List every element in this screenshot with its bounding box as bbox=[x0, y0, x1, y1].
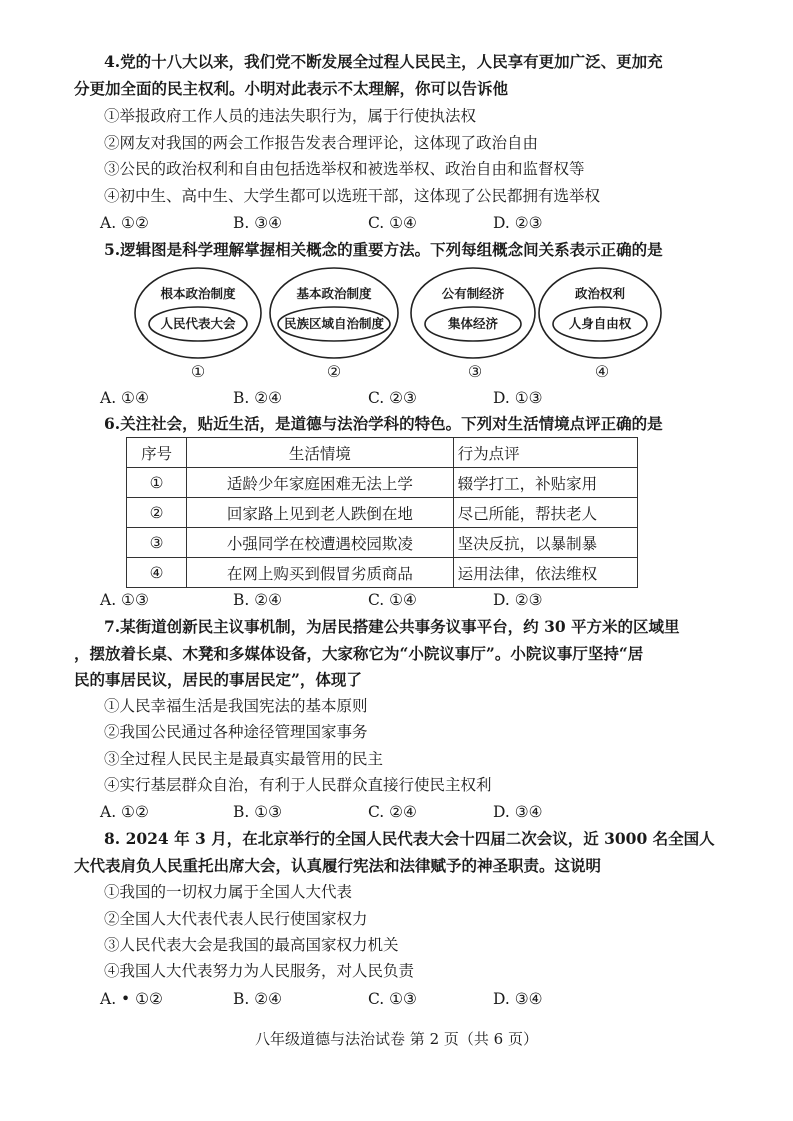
q7-item-3: ③全过程人民民主是最真实最管用的民主 bbox=[104, 750, 384, 768]
q4-option-b: B. ③④ bbox=[233, 214, 283, 232]
table-cell-number: ③ bbox=[127, 528, 187, 558]
q7-stem-line3: 民的事居民议，居民的事居民定”，体现了 bbox=[74, 670, 362, 689]
q5-diagram-2-number: ② bbox=[326, 362, 342, 381]
q5-diagram-3-number: ③ bbox=[467, 362, 483, 381]
q5-option-b: B. ②④ bbox=[233, 389, 283, 407]
q5-diagram-4-inner-label: 人身自由权 bbox=[568, 316, 632, 331]
q5-options bbox=[100, 388, 700, 408]
table-header-number: 序号 bbox=[127, 438, 187, 468]
q5-option-a: A. ①④ bbox=[100, 389, 149, 407]
q5-diagram-3-outer-label: 公有制经济 bbox=[441, 286, 505, 301]
q4-item-1: ①举报政府工作人员的违法失职行为，属于行使执法权 bbox=[104, 107, 477, 125]
table-cell-scenario: 适龄少年家庭困难无法上学 bbox=[187, 468, 453, 498]
q6-option-d: D. ②③ bbox=[493, 591, 543, 609]
q8-item-1: ①我国的一切权力属于全国人大代表 bbox=[104, 883, 353, 901]
q7-option-d: D. ③④ bbox=[493, 803, 543, 821]
q6-option-c: C. ①④ bbox=[368, 591, 417, 609]
q4-option-a: A. ①② bbox=[100, 214, 149, 232]
q7-item-1: ①人民幸福生活是我国宪法的基本原则 bbox=[104, 697, 368, 715]
q8-stem-line2: 大代表肩负人民重托出席大会，认真履行宪法和法律赋予的神圣职责。这说明 bbox=[74, 856, 602, 875]
q5-diagram-2-outer-ellipse bbox=[270, 268, 398, 358]
table-cell-comment: 运用法律，依法维权 bbox=[453, 558, 637, 588]
q5-diagram-1-outer-label: 根本政治制度 bbox=[160, 286, 236, 301]
table-cell-comment: 辍学打工，补贴家用 bbox=[453, 468, 637, 498]
q4-item-2: ②网友对我国的两会工作报告发表合理评论，这体现了政治自由 bbox=[104, 134, 539, 152]
table-cell-scenario: 小强同学在校遭遇校园欺凌 bbox=[187, 528, 453, 558]
q6-option-b: B. ②④ bbox=[233, 591, 283, 609]
q5-diagram-2-inner-ellipse bbox=[278, 307, 390, 341]
table-cell-number: ② bbox=[127, 498, 187, 528]
table-cell-comment: 尽己所能，帮扶老人 bbox=[453, 498, 637, 528]
q8-option-b: B. ②④ bbox=[233, 990, 283, 1008]
q7-stem-line1: 7.某街道创新民主议事机制，为居民搭建公共事务议事平台，约 30 平方米的区域里 bbox=[104, 617, 680, 636]
q4-item-4: ④初中生、高中生、大学生都可以选班干部，这体现了公民都拥有选举权 bbox=[104, 187, 601, 205]
q7-option-c: C. ②④ bbox=[368, 803, 417, 821]
table-cell-scenario: 在网上购买到假冒劣质商品 bbox=[187, 558, 453, 588]
q5-diagram-2-inner-label: 民族区域自治制度 bbox=[283, 316, 385, 331]
table-row bbox=[127, 468, 638, 498]
q5-diagram-1-number: ① bbox=[190, 362, 206, 381]
q8-item-2: ②全国人大代表代表人民行使国家权力 bbox=[104, 910, 368, 928]
q5-diagram-1-inner-label: 人民代表大会 bbox=[160, 316, 236, 331]
page-footer: 八年级道德与法治试卷 第 2 页（共 6 页） bbox=[255, 1030, 538, 1048]
q6-scenario-table bbox=[126, 437, 638, 588]
q8-item-4: ④我国人大代表努力为人民服务，对人民负责 bbox=[104, 962, 415, 980]
q8-option-c: C. ①③ bbox=[368, 990, 417, 1008]
q7-item-2: ②我国公民通过各种途径管理国家事务 bbox=[104, 723, 368, 741]
q5-option-d: D. ①③ bbox=[493, 389, 543, 407]
table-cell-scenario: 回家路上见到老人跌倒在地 bbox=[187, 498, 453, 528]
q8-option-a: A. • ①② bbox=[100, 990, 163, 1008]
table-row bbox=[127, 528, 638, 558]
q6-option-a: A. ①③ bbox=[100, 591, 149, 609]
q5-diagram-4-inner-ellipse bbox=[553, 307, 647, 341]
q7-option-b: B. ①③ bbox=[233, 803, 283, 821]
q8-item-3: ③人民代表大会是我国的最高国家权力机关 bbox=[104, 936, 399, 954]
q5-diagram-3-inner-label: 集体经济 bbox=[447, 316, 499, 331]
q4-options bbox=[100, 213, 700, 233]
q6-stem: 6.关注社会，贴近生活，是道德与法治学科的特色。下列对生活情境点评正确的是 bbox=[104, 414, 663, 433]
q7-option-a: A. ①② bbox=[100, 803, 149, 821]
q5-diagram-3 bbox=[411, 268, 535, 381]
q5-option-c: C. ②③ bbox=[368, 389, 417, 407]
table-cell-comment: 坚决反抗，以暴制暴 bbox=[453, 528, 637, 558]
q4-item-3: ③公民的政治权利和自由包括选举权和被选举权、政治自由和监督权等 bbox=[104, 160, 585, 178]
q8-option-d: D. ③④ bbox=[493, 990, 543, 1008]
q5-stem: 5.逻辑图是科学理解掌握相关概念的重要方法。下列每组概念间关系表示正确的是 bbox=[104, 240, 663, 259]
q5-diagram-4-number: ④ bbox=[594, 362, 610, 381]
q5-diagram-4-outer-label: 政治权利 bbox=[574, 286, 626, 301]
q4-option-c: C. ①④ bbox=[368, 214, 417, 232]
q5-diagram-1-inner-ellipse bbox=[149, 307, 247, 341]
q5-diagram-3-inner-ellipse bbox=[425, 307, 521, 341]
q5-diagram-4-outer-ellipse bbox=[539, 268, 661, 358]
table-row bbox=[127, 498, 638, 528]
q6-options bbox=[100, 590, 700, 610]
table-header-scenario: 生活情境 bbox=[187, 438, 453, 468]
q4-stem-line2: 分更加全面的民主权利。小明对此表示不太理解，你可以告诉他 bbox=[74, 79, 509, 98]
q5-diagram-1 bbox=[135, 268, 261, 381]
table-header-row bbox=[127, 438, 638, 468]
q5-diagram-4 bbox=[539, 268, 661, 381]
q4-stem-line1: 4.党的十八大以来，我们党不断发展全过程人民民主，人民享有更加广泛、更加充 bbox=[104, 52, 663, 71]
q5-diagram-1-outer-ellipse bbox=[135, 268, 261, 358]
q5-diagram-2 bbox=[270, 268, 398, 381]
q8-options bbox=[100, 989, 700, 1009]
q5-diagram-3-outer-ellipse bbox=[411, 268, 535, 358]
q4-option-d: D. ②③ bbox=[493, 214, 543, 232]
table-cell-number: ④ bbox=[127, 558, 187, 588]
q7-item-4: ④实行基层群众自治，有利于人民群众直接行使民主权利 bbox=[104, 776, 492, 794]
q7-stem-line2: ，摆放着长桌、木凳和多媒体设备，大家称它为“小院议事厅”。小院议事厅坚持“居 bbox=[74, 644, 644, 663]
q5-diagram-2-outer-label: 基本政治制度 bbox=[296, 286, 372, 301]
table-cell-number: ① bbox=[127, 468, 187, 498]
table-row bbox=[127, 558, 638, 588]
q7-options bbox=[100, 802, 700, 822]
table-header-comment: 行为点评 bbox=[453, 438, 637, 468]
q8-stem-line1: 8. 2024 年 3 月，在北京举行的全国人民代表大会十四届二次会议，近 3000 名全国人 bbox=[104, 829, 715, 848]
